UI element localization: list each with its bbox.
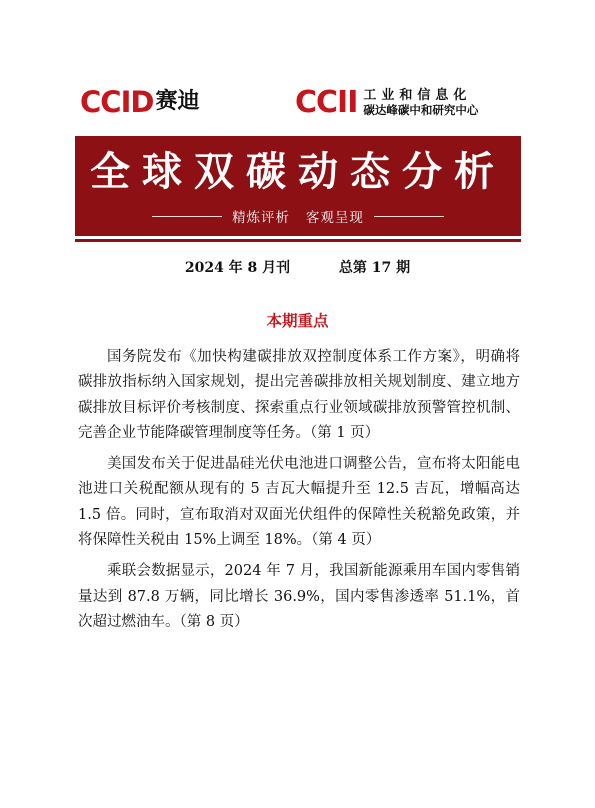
ccid-logo xyxy=(80,86,199,118)
banner-subtitle-text: 精炼评析 客观呈现 xyxy=(232,210,364,226)
ccii-logo-text xyxy=(363,88,478,118)
issue-info: 2024 年 8 月刊 总第 17 期 xyxy=(184,260,411,276)
banner-subtitle xyxy=(75,206,521,226)
ccii-logo-mark: CCII xyxy=(295,85,358,120)
section-title: 本期重点 xyxy=(266,311,329,330)
paragraph-2: 美国发布关于促进晶硅光伏电池进口调整公告，宣布将太阳能电池进口关税配额从现有的 5 吉瓦大幅提升至 12.5 吉瓦，增幅高达 1.5 倍。同时，宣布取消对双面光伏组件的保障性关税豁免政策，并将保障性关税由 15%上调至 18%。（第 4 页） xyxy=(78,456,520,549)
ccii-logo-line2: 碳达峰碳中和研究中心 xyxy=(363,103,479,117)
subtitle-right-rule xyxy=(374,216,444,217)
subtitle-left-rule xyxy=(152,216,222,217)
paragraph-1: 国务院发布《加快构建碳排放双控制度体系工作方案》，明确将碳排放指标纳入国家规划，提出完善碳排放相关规划制度、建立地方碳排放目标评价考核制度、探索重点行业领域碳排放预警管控机制、完善企业节能降碳管理制度等任务。（第 1 页） xyxy=(78,349,520,441)
ccii-logo-line1: 工业和信息化 xyxy=(363,88,472,103)
banner-underline xyxy=(75,239,521,242)
ccii-logo xyxy=(295,86,478,120)
ccid-logo-chinese: 赛迪 xyxy=(155,89,200,114)
highlights-body xyxy=(78,345,520,641)
paragraph-3: 乘联会数据显示，2024 年 7 月，我国新能源乘用车国内零售销量达到 87.8 万辆，同比增长 36.9%，国内零售渗透率 51.1%，首次超过燃油车。（第 8 页） xyxy=(78,563,520,630)
banner-title: 全球双碳动态分析 xyxy=(90,149,506,195)
title-banner xyxy=(75,136,521,236)
ccid-logo-mark: CCID xyxy=(80,85,154,119)
